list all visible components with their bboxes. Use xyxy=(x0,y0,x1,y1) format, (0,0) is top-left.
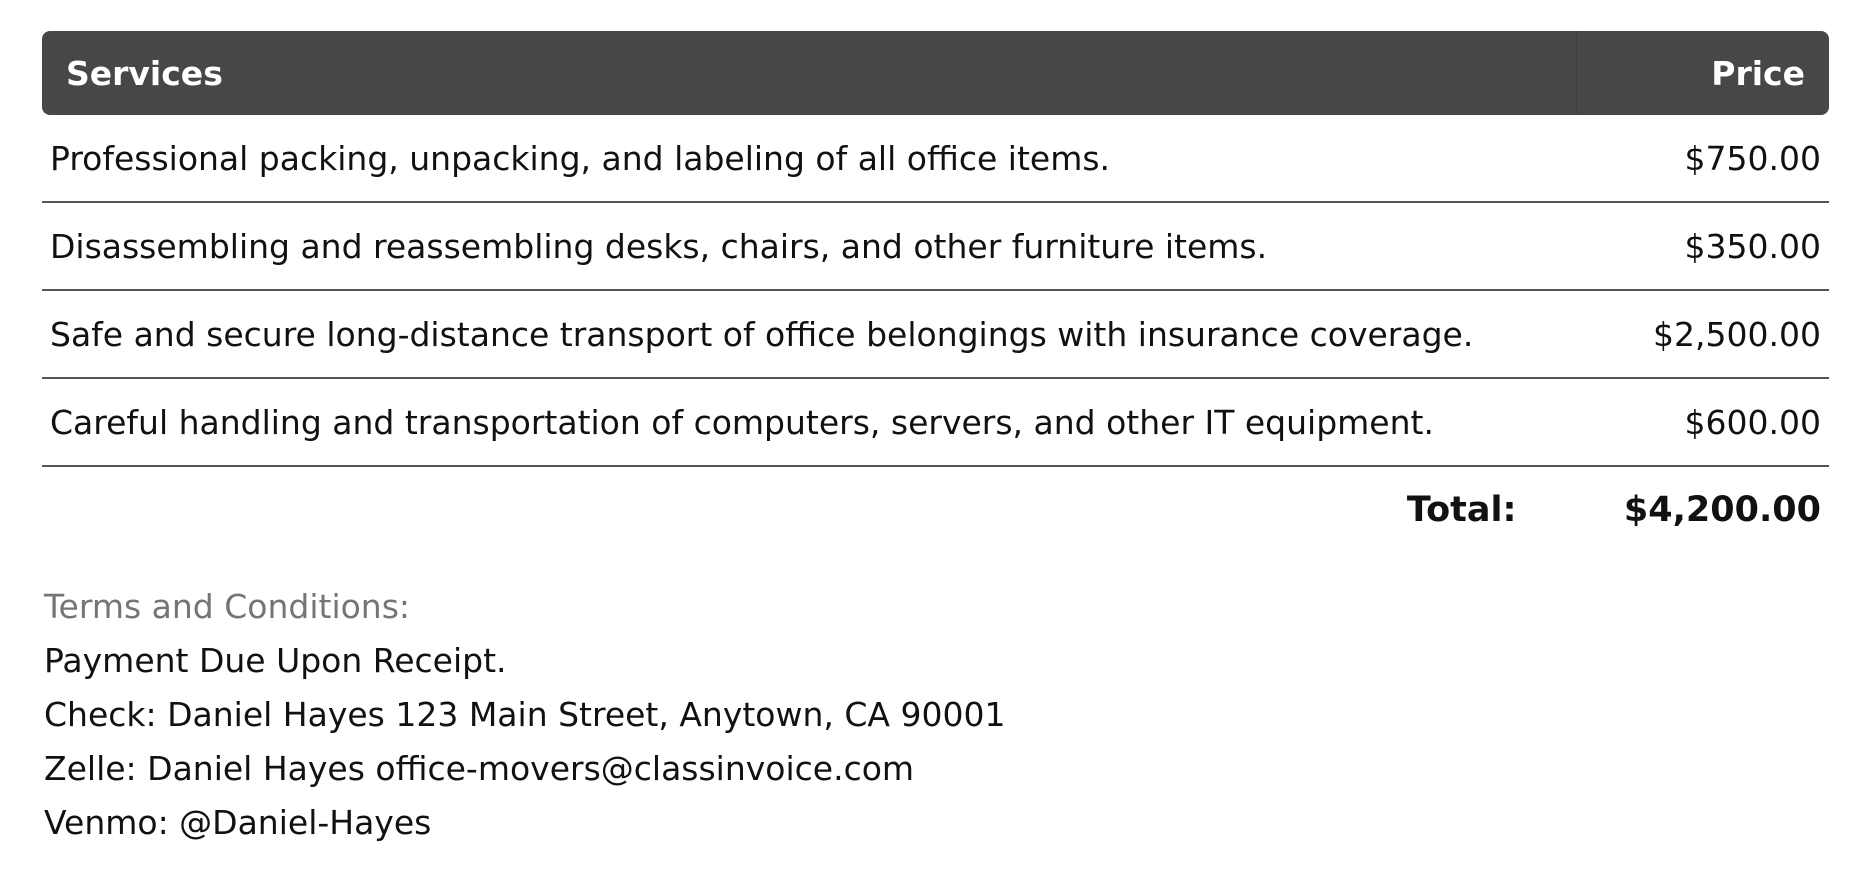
price-column-header: Price xyxy=(1577,31,1830,115)
terms-line-venmo: Venmo: @Daniel-Hayes xyxy=(44,803,432,842)
services-table xyxy=(42,31,1829,553)
terms-line-payment: Payment Due Upon Receipt. xyxy=(44,641,507,680)
terms-title: Terms and Conditions: xyxy=(44,587,411,626)
table-body xyxy=(42,115,1829,466)
service-price: $2,500.00 xyxy=(1577,290,1830,378)
total-label: Total: xyxy=(1406,490,1517,530)
service-description: Professional packing, unpacking, and labeling of all office items. xyxy=(42,115,1577,202)
table-footer xyxy=(42,466,1829,553)
total-value: $4,200.00 xyxy=(1623,490,1821,530)
service-description: Careful handling and transportation of computers, servers, and other IT equipment. xyxy=(42,378,1577,466)
table-row xyxy=(42,202,1829,290)
table-row xyxy=(42,290,1829,378)
table-row xyxy=(42,378,1829,466)
service-price: $750.00 xyxy=(1577,115,1830,202)
terms-section xyxy=(44,580,1005,850)
header-row xyxy=(42,31,1829,115)
service-price: $600.00 xyxy=(1577,378,1830,466)
service-price: $350.00 xyxy=(1577,202,1830,290)
service-description: Safe and secure long-distance transport of office belongings with insurance coverage. xyxy=(42,290,1577,378)
table-row xyxy=(42,115,1829,202)
service-description: Disassembling and reassembling desks, chairs, and other furniture items. xyxy=(42,202,1577,290)
table-header xyxy=(42,31,1829,115)
terms-line-check: Check: Daniel Hayes 123 Main Street, Anytown, CA 90001 xyxy=(44,695,1006,734)
total-row xyxy=(42,466,1829,553)
terms-line-zelle: Zelle: Daniel Hayes office-movers@classinvoice.com xyxy=(44,749,915,788)
services-column-header: Services xyxy=(42,31,1577,115)
